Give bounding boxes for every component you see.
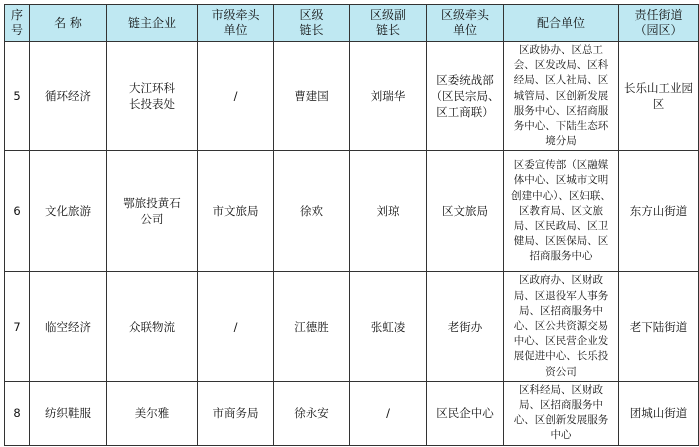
cell-city-lead-unit: / [198,42,274,151]
header-chain-enterprise: 链主企业 [107,5,198,42]
cell-district-lead-unit: 区民企中心 [427,381,504,445]
cell-responsible-street: 团城山街道 [619,381,699,445]
cell-district-chain-leader: 徐永安 [274,381,350,445]
cell-seq: 7 [5,272,30,381]
header-coop-units: 配合单位 [504,5,619,42]
cell-city-lead-unit: / [198,272,274,381]
header-row [5,5,699,42]
cell-district-deputy-leader: 刘瑞华 [350,42,427,151]
cell-seq: 5 [5,42,30,151]
header-district-chain-leader: 区级链长 [274,5,350,42]
table-row [5,151,699,272]
table-row [5,42,699,151]
header-seq: 序号 [5,5,30,42]
cell-coop-units: 区政府办、区财政局、区退役军人事务局、区招商服务中心、区公共资源交易中心、区民营企业发展促进中心、长乐投资公司 [504,272,619,381]
cell-chain-enterprise: 鄂旅投黄石 公司 [107,151,198,272]
cell-district-deputy-leader: 刘琼 [350,151,427,272]
cell-seq: 8 [5,381,30,445]
table-row [5,272,699,381]
table-row [5,381,699,445]
cell-district-lead-unit: 区委统战部 （区民宗局、 区工商联） [427,42,504,151]
header-city-lead-unit: 市级牵头单位 [198,5,274,42]
cell-chain-enterprise: 大江环科 长投表处 [107,42,198,151]
industry-chain-table [4,4,699,446]
header-district-lead-unit: 区级牵头单位 [427,5,504,42]
cell-chain-enterprise: 众联物流 [107,272,198,381]
cell-name: 循环经济 [30,42,107,151]
cell-seq: 6 [5,151,30,272]
cell-district-chain-leader: 江德胜 [274,272,350,381]
cell-name: 临空经济 [30,272,107,381]
cell-chain-enterprise: 美尔雅 [107,381,198,445]
cell-coop-units: 区委宣传部（区融媒体中心、区城市文明创建中心）、区妇联、区教育局、区文旅局、区民政局、区卫健局、区医保局、区招商服务中心 [504,151,619,272]
cell-district-lead-unit: 区文旅局 [427,151,504,272]
cell-responsible-street: 老下陆街道 [619,272,699,381]
cell-district-deputy-leader: / [350,381,427,445]
cell-city-lead-unit: 市商务局 [198,381,274,445]
cell-city-lead-unit: 市文旅局 [198,151,274,272]
table-container [4,4,699,446]
cell-district-lead-unit: 老街办 [427,272,504,381]
cell-responsible-street: 长乐山工业园区 [619,42,699,151]
cell-name: 纺织鞋服 [30,381,107,445]
cell-name: 文化旅游 [30,151,107,272]
header-district-deputy-leader: 区级副链长 [350,5,427,42]
cell-district-deputy-leader: 张虹凌 [350,272,427,381]
cell-coop-units: 区科经局、区财政局、区招商服务中心、区创新发展服务中心 [504,381,619,445]
cell-district-chain-leader: 曹建国 [274,42,350,151]
cell-coop-units: 区政协办、区总工会、区发改局、区科经局、区人社局、区城管局、区创新发展服务中心、区招商服务中心、下陆生态环境分局 [504,42,619,151]
header-name: 名 称 [30,5,107,42]
cell-district-chain-leader: 徐欢 [274,151,350,272]
cell-responsible-street: 东方山街道 [619,151,699,272]
header-responsible-street: 责任街道（园区） [619,5,699,42]
